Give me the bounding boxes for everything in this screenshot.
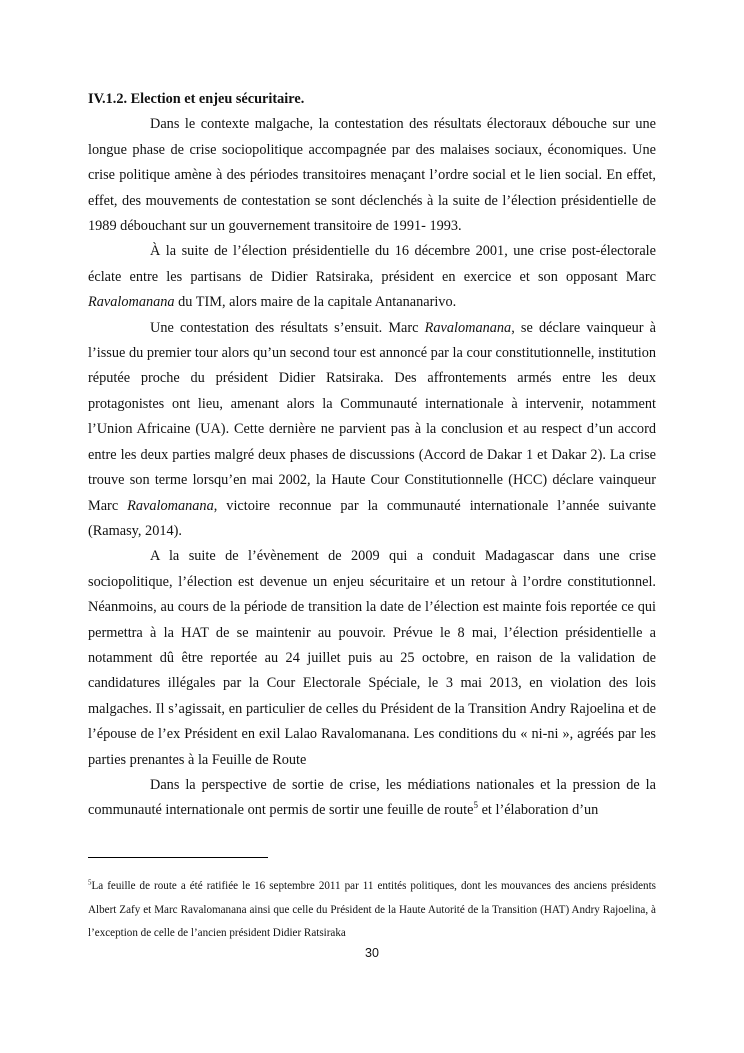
paragraph-2: [88, 239, 656, 315]
footnote-separator: [88, 857, 268, 858]
paragraph-3-text-b: , se déclare vainqueur à l’issue du premier tour alors qu’un second tour est annoncé par la cour constitutionnelle, institution réputée proche du président Didier Ratsiraka. Des affrontements armés entre les deux protagonistes ont lieu, amenant alors la Communauté internationale à intervenir, notamment l’Union Africaine (UA). Cette dernière ne parvient pas à la conclusion et au respect d’un accord entre les deux parties malgré deux phases de discussions (Accord de Dakar 1 et Dakar 2). La crise trouve son terme lorsqu’en mai 2002, la Haute Cour Constitutionnelle (HCC) déclare vainqueur Marc: [88, 319, 656, 514]
paragraph-5: [88, 773, 656, 824]
paragraph-3-italic-name-2: Ravalomanana: [127, 497, 214, 514]
paragraph-5-text-b: et l’élaboration d’un: [478, 802, 599, 819]
page-number: 30: [365, 946, 379, 960]
paragraph-3: [88, 316, 656, 545]
section-heading: IV.1.2. Election et enjeu sécuritaire.: [88, 91, 305, 107]
paragraph-5-text-a: Dans la perspective de sortie de crise, les médiations nationales et la pression de la communauté internationale ont permis de sortir une feuille de route: [88, 776, 656, 819]
paragraph-3-italic-name-1: Ravalomanana: [424, 319, 512, 336]
footnote-text: La feuille de route a été ratifiée le 16 septembre 2011 par 11 entités politiques, dont les mouvances des anciens présidents Albert Zafy et Marc Ravalomanana ainsi que celle du Président de la Haute Autorité de la Transition (HAT) Andry Rajoelina, à l’exception de celle de l’ancien président Didier Ratsiraka: [88, 880, 656, 940]
paragraph-3-text-a: Une contestation des résultats s’ensuit. Marc: [150, 319, 425, 336]
paragraph-2-text-a: À la suite de l’élection présidentielle du 16 décembre 2001, une crise post-électorale éclate entre les partisans de Didier Ratsiraka, président en exercice et son opposant Marc: [88, 243, 656, 285]
footnote-reference[interactable]: 5: [473, 800, 478, 811]
paragraph-3-text-c: , victoire reconnue par la communauté internationale l’année suivante (Ramasy, 2014).: [88, 497, 656, 539]
paragraph-1: Dans le contexte malgache, la contestation des résultats électoraux débouche sur une longue phase de crise sociopolitique accompagnée par des malaises sociaux, économiques. Une crise politique amène à des périodes transitoires menaçant l’ordre social et le lien social. En effet, effet, des mouvements de contestation se sont déclenchés à la suite de l’élection présidentielle de 1989 débouchant sur un gouvernement transitoire de 1991- 1993.: [88, 116, 656, 235]
paragraph-2-text-b: du TIM, alors maire de la capitale Antananarivo.: [174, 294, 457, 311]
footnote-marker: 5: [88, 878, 92, 887]
paragraph-2-italic-name: Ravalomanana: [88, 294, 175, 311]
body-text: [88, 87, 656, 824]
paragraph-4: A la suite de l’évènement de 2009 qui a conduit Madagascar dans une crise sociopolitique, l’élection est devenue un enjeu sécuritaire et un retour à l’ordre constitutionnel. Néanmoins, au cours de la période de transition la date de l’élection est mainte fois reportée ce qui permettra à la HAT de se maintenir au pouvoir. Prévue le 8 mai, l’élection présidentielle a notamment dû être reportée au 24 juillet puis au 25 octobre, en raison de la validation de candidatures illégales par la Cour Electorale Spéciale, le 3 mai 2013, en violation des lois malgaches. Il s’agissait, en particulier de celles du Président de la Transition Andry Rajoelina et de l’épouse de l’ex Président en exil Lalao Ravalomanana. Les conditions du « ni-ni », agréés par les parties prenantes à la Feuille de Route: [88, 548, 656, 768]
footnote: [88, 875, 656, 946]
